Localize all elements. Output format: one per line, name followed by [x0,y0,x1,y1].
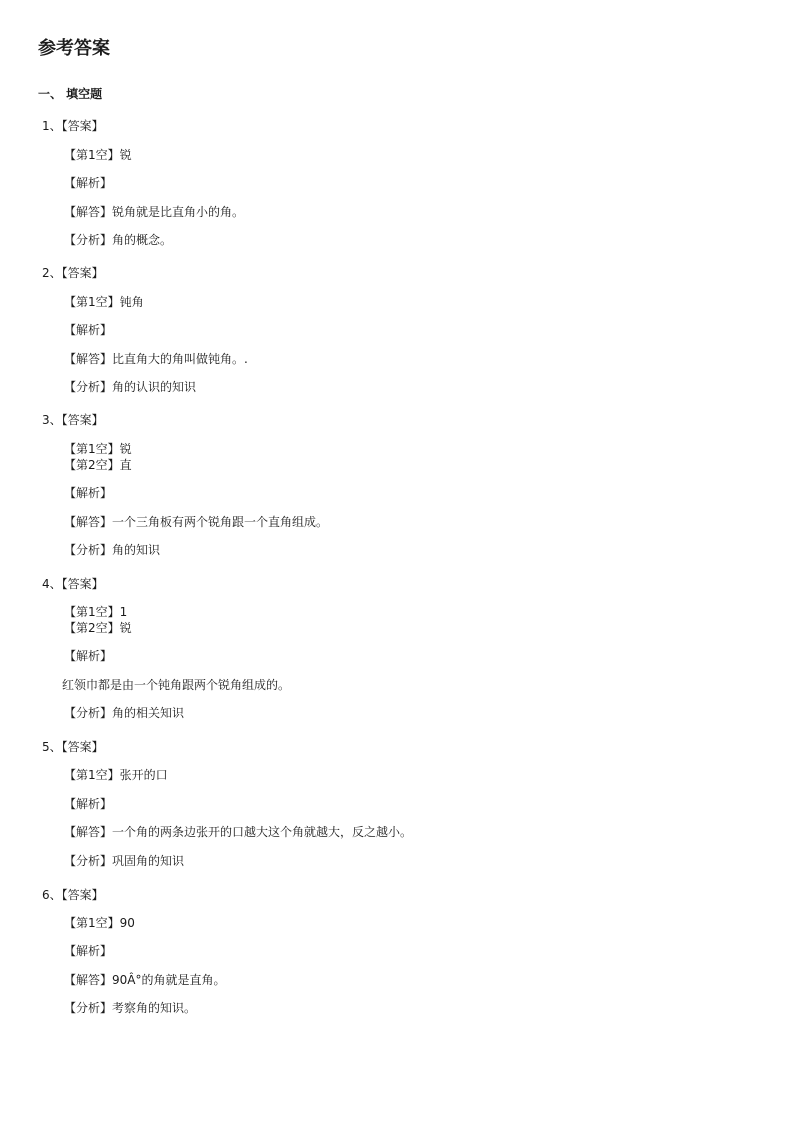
analysis-label: 【解析】 [64,323,113,337]
answer-heading: 5、【答案】 [42,740,104,754]
blank-answer: 【第1空】1 [64,605,128,619]
solution-text: 红领巾都是由一个钝角跟两个锐角组成的。 [62,678,291,692]
analysis-label: 【解析】 [64,944,113,958]
blank-answer: 【第1空】钝角 [64,295,144,309]
answer-heading: 3、【答案】 [42,413,104,427]
analysis-text: 【分析】考察角的知识。 [64,1001,197,1015]
analysis-text: 【分析】角的相关知识 [64,706,185,720]
analysis-label: 【解析】 [64,797,113,811]
analysis-text: 【分析】角的概念。 [64,233,173,247]
answer-heading: 2、【答案】 [42,266,104,280]
answer-heading: 4、【答案】 [42,577,104,591]
blank-answer: 【第1空】锐 [64,148,132,162]
answer-heading: 6、【答案】 [42,888,104,902]
page-title: 参考答案 [38,38,110,59]
analysis-text: 【分析】巩固角的知识 [64,854,185,868]
section-heading: 一、 填空题 [38,87,103,101]
analysis-text: 【分析】角的认识的知识 [64,380,197,394]
solution-text: 【解答】90Â°的角就是直角。 [64,973,226,987]
answer-heading: 1、【答案】 [42,119,104,133]
analysis-label: 【解析】 [64,649,113,663]
analysis-text: 【分析】角的知识 [64,543,161,557]
blank-answer: 【第1空】90 [64,916,135,930]
analysis-label: 【解析】 [64,176,113,190]
solution-text: 【解答】一个角的两条边张开的口越大这个角就越大，反之越小。 [64,825,413,839]
blank-answer: 【第1空】锐 [64,442,132,456]
analysis-label: 【解析】 [64,486,113,500]
solution-text: 【解答】比直角大的角叫做钝角。. [64,352,248,366]
solution-text: 【解答】一个三角板有两个锐角跟一个直角组成。 [64,515,329,529]
solution-text: 【解答】锐角就是比直角小的角。 [64,205,245,219]
blank-answer: 【第1空】张开的口 [64,768,168,782]
blank-answer: 【第2空】锐 [64,621,132,635]
blank-answer: 【第2空】直 [64,458,132,472]
